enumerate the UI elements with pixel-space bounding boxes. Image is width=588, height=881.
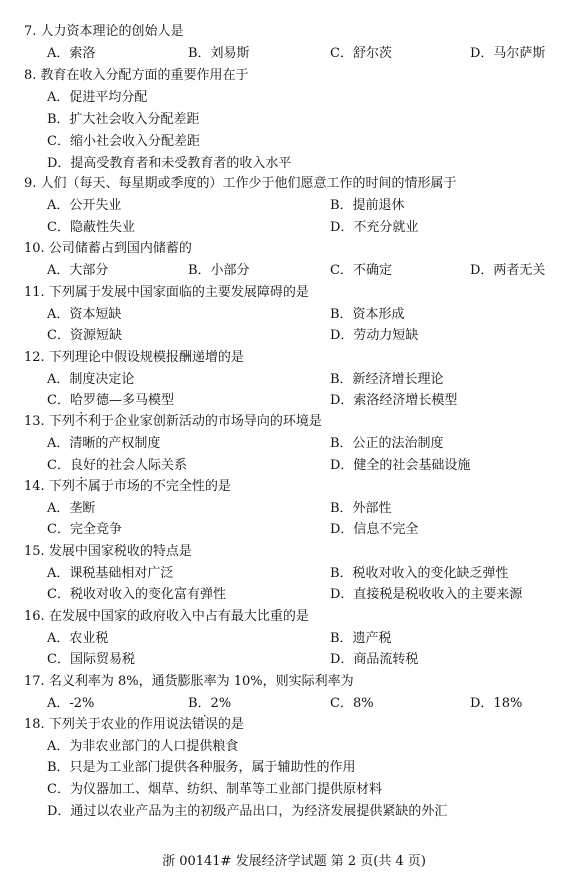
option-a: A．资本短缺 <box>47 307 122 322</box>
option-d: D．健全的社会基础设施 <box>330 458 471 473</box>
option-a: A．清晰的产权制度 <box>47 436 161 451</box>
question-9 <box>24 176 457 192</box>
page-footer: 浙 00141# 发展经济学试题 第 2 页(共 4 页) <box>162 854 426 869</box>
stem-text: 下列 <box>48 414 75 429</box>
option-b: B．只是为工业部门提供各种服务，属于辅助性的作用 <box>47 760 356 775</box>
option-d: D．通过以农业产品为主的初级产品出口，为经济发展提供紧缺的外汇 <box>47 804 448 819</box>
question-stem: 教育在收入分配方面的重要作用在于 <box>40 68 249 83</box>
question-stem <box>49 717 244 732</box>
option-c: C．良好的社会人际关系 <box>47 458 187 473</box>
option-c: C．不确定 <box>330 263 392 278</box>
question-stem: 在发展中国家的政府收入中占有最大比重的是 <box>48 609 309 624</box>
question-number: 11. <box>24 285 45 300</box>
option-d: D．18% <box>470 696 523 711</box>
question-number: 18. <box>24 717 45 732</box>
option-d: D．两者无关 <box>470 263 546 278</box>
question-18 <box>24 717 244 733</box>
question-stem <box>49 414 322 429</box>
question-stem: 发展中国家税收的特点是 <box>48 544 192 559</box>
stem-text: 属于市场的不完全性的是 <box>87 479 231 494</box>
option-b: B．小部分 <box>188 263 250 278</box>
question-13 <box>24 414 322 430</box>
question-number: 10. <box>24 241 45 256</box>
option-c: C．隐蔽性失业 <box>47 220 135 235</box>
question-number: 16. <box>24 609 45 624</box>
option-b: B．新经济增长理论 <box>330 372 444 387</box>
option-c: C．8% <box>330 696 374 711</box>
option-a: A．农业税 <box>47 631 109 646</box>
option-a: A．大部分 <box>47 263 109 278</box>
option-d: D．劳动力短缺 <box>330 328 419 343</box>
option-a: A．为非农业部门的人口提供粮食 <box>47 739 239 754</box>
option-b: B．税收对收入的变化缺乏弹性 <box>330 566 509 581</box>
question-15 <box>24 544 192 560</box>
option-d: D．商品流转税 <box>330 652 419 667</box>
emphasis-text: 不 <box>74 479 88 494</box>
question-stem: 下列理论中假设规模报酬递增的是 <box>48 350 244 365</box>
question-8 <box>24 68 249 84</box>
option-a: A．公开失业 <box>47 198 122 213</box>
option-d: D．索洛经济增长模型 <box>330 393 458 408</box>
option-b: B．2% <box>188 696 232 711</box>
stem-text: 的是 <box>217 717 244 732</box>
option-c: C．资源短缺 <box>47 328 122 343</box>
option-b: B．扩大社会收入分配差距 <box>47 112 200 127</box>
stem-text: 利于企业家创新活动的市场导向的环境是 <box>87 414 322 429</box>
question-number: 9. <box>24 176 37 191</box>
option-d: D．不充分就业 <box>330 220 419 235</box>
question-stem: 人力资本理论的创始人是 <box>40 24 184 39</box>
stem-text: 下列 <box>48 479 75 494</box>
option-a: A．促进平均分配 <box>47 90 148 105</box>
option-d: D．信息不完全 <box>330 522 419 537</box>
question-stem <box>49 479 231 494</box>
option-c: C．缩小社会收入分配差距 <box>47 134 200 149</box>
question-number: 14. <box>24 479 45 494</box>
question-12 <box>24 350 244 366</box>
option-a: A．制度决定论 <box>47 372 135 387</box>
question-stem: 人们（每天、每星期或季度的）工作少于他们愿意工作的时间的情形属于 <box>40 176 457 191</box>
question-number: 13. <box>24 414 45 429</box>
option-d: D．直接税是税收收入的主要来源 <box>330 587 523 602</box>
option-b: B．刘易斯 <box>188 46 250 61</box>
option-c: C．完全竞争 <box>47 522 122 537</box>
question-16 <box>24 609 309 625</box>
option-c: C．国际贸易税 <box>47 652 135 667</box>
option-a: A．垄断 <box>47 501 96 516</box>
question-11 <box>24 285 309 301</box>
option-c: C．舒尔茨 <box>330 46 392 61</box>
option-d: D．马尔萨斯 <box>470 46 546 61</box>
question-number: 15. <box>24 544 45 559</box>
option-c: C．哈罗德—多马模型 <box>47 393 174 408</box>
question-number: 8. <box>24 68 37 83</box>
option-b: B．提前退休 <box>330 198 405 213</box>
stem-text: 下列关于农业的作用说法 <box>48 717 192 732</box>
option-c: C．税收对收入的变化富有弹性 <box>47 587 226 602</box>
emphasis-text: 不 <box>74 414 88 429</box>
option-d: D．提高受教育者和未受教育者的收入水平 <box>47 156 292 171</box>
question-number: 17. <box>24 674 45 689</box>
question-stem: 名义利率为 8%，通货膨胀率为 10%，则实际利率为 <box>48 674 354 689</box>
option-b: B．资本形成 <box>330 307 405 322</box>
question-10 <box>24 241 192 257</box>
question-14 <box>24 479 231 495</box>
option-a: A．索洛 <box>47 46 96 61</box>
question-number: 12. <box>24 350 45 365</box>
option-b: B．公正的法治制度 <box>330 436 444 451</box>
option-b: B．遗产税 <box>330 631 392 646</box>
question-stem: 公司储蓄占到国内储蓄的 <box>48 241 192 256</box>
option-c: C．为仪器加工、烟草、纺织、制革等工业部门提供原材料 <box>47 782 382 797</box>
option-a: A．课税基础相对广泛 <box>47 566 174 581</box>
option-a: A．-2% <box>47 696 95 711</box>
question-stem: 下列属于发展中国家面临的主要发展障碍的是 <box>48 285 309 300</box>
question-7 <box>24 24 184 40</box>
emphasis-text: 错误 <box>191 717 218 732</box>
option-b: B．外部性 <box>330 501 392 516</box>
question-number: 7. <box>24 24 37 39</box>
question-17 <box>24 674 354 690</box>
